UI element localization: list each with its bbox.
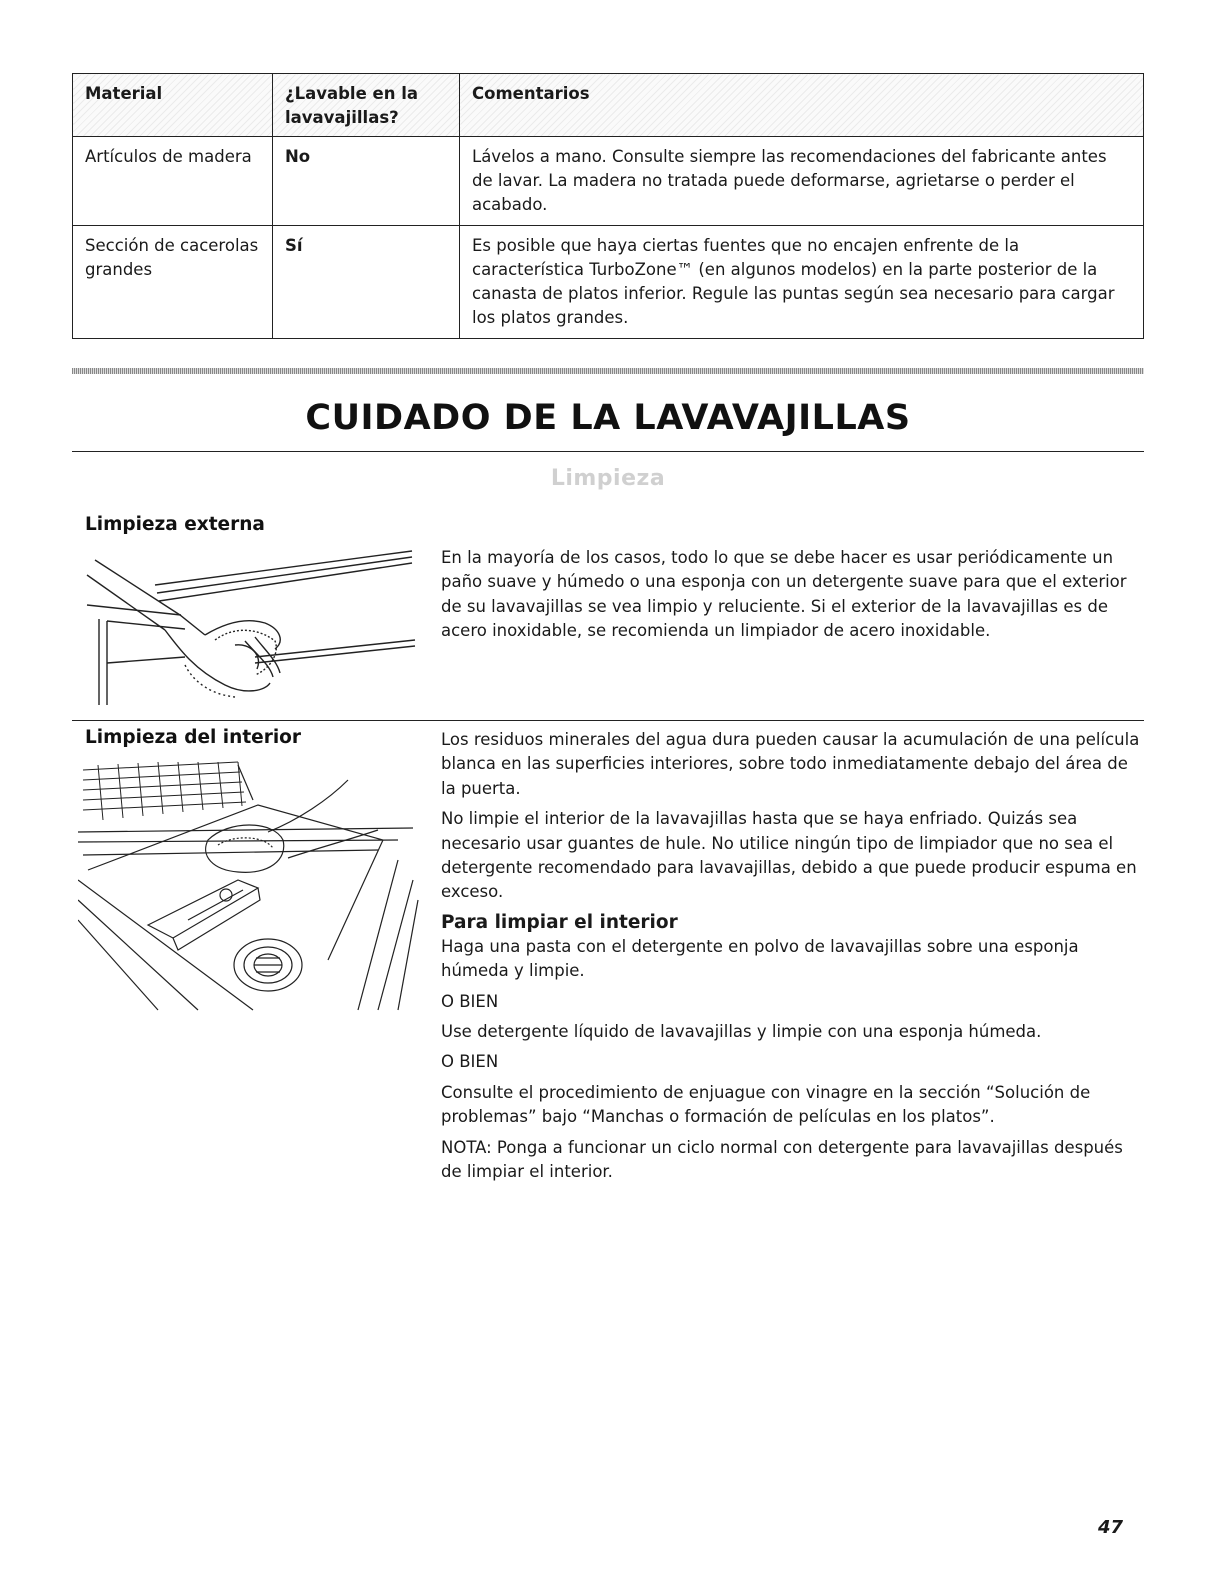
page-number: 47 bbox=[1098, 1517, 1124, 1538]
or-label-2: O BIEN bbox=[441, 1052, 499, 1072]
interior-paragraph-2: No limpie el interior de la lavavajillas hasta que se haya enfriado. Quizás sea necesario usar guantes de hule. No utilice ningún tipo de limpiador que no sea el detergente recomendado para lavavajillas, debido a que puede producir espuma en exceso. bbox=[441, 809, 1137, 902]
subsection-divider bbox=[72, 720, 1144, 721]
table-row bbox=[73, 226, 1144, 339]
interior-paragraph-4: Use detergente líquido de lavavajillas y limpie con una esponja húmeda. bbox=[441, 1022, 1042, 1042]
cell-comments: Es posible que haya ciertas fuentes que no encajen enfrente de la característica TurboZone™ (en algunos modelos) en la parte posterior de la canasta de platos inferior. Regule las puntas según sea necesario para cargar los platos grandes. bbox=[460, 226, 1144, 339]
materials-table bbox=[72, 73, 1144, 339]
cell-material: Sección de cacerolas grandes bbox=[73, 226, 273, 339]
interior-paragraph-5: Consulte el procedimiento de enjuague con vinagre en la sección “Solución de problemas” bajo “Manchas o formación de películas en los platos”. bbox=[441, 1082, 1091, 1127]
interior-paragraph-3: Haga una pasta con el detergente en polvo de lavavajillas sobre una esponja húmeda y limpie. bbox=[441, 936, 1079, 981]
interior-subheading: Para limpiar el interior bbox=[441, 911, 678, 933]
column-header-washable: ¿Lavable en la lavavajillas? bbox=[273, 74, 460, 137]
section-title: CUIDADO DE LA LAVAVAJILLAS bbox=[305, 398, 911, 438]
cell-washable: Sí bbox=[273, 226, 460, 339]
or-label-1: O BIEN bbox=[441, 991, 499, 1011]
cell-comments: Lávelos a mano. Consulte siempre las recomendaciones del fabricante antes de lavar. La madera no tratada puede deformarse, agrietarse o perder el acabado. bbox=[460, 137, 1144, 226]
cell-material: Artículos de madera bbox=[73, 137, 273, 226]
column-header-material: Material bbox=[73, 74, 273, 137]
external-cleaning-text: En la mayoría de los casos, todo lo que se debe hacer es usar periódicamente un paño suave y húmedo o una esponja con un detergente suave para que el exterior de su lavavajillas se vea limpio y reluciente. Si el exterior de la lavavajillas es de acero inoxidable, se recomienda un limpiador de acero inoxidable. bbox=[441, 548, 1127, 641]
interior-cleaning-illustration bbox=[78, 760, 423, 1015]
interior-cleaning-content bbox=[441, 728, 1141, 1191]
cell-washable: No bbox=[273, 137, 460, 226]
external-cleaning-heading: Limpieza externa bbox=[85, 514, 265, 535]
section-subtitle: Limpieza bbox=[550, 466, 666, 491]
column-header-comments: Comentarios bbox=[460, 74, 1144, 137]
interior-cleaning-heading: Limpieza del interior bbox=[85, 727, 302, 748]
table-header-row bbox=[73, 74, 1144, 137]
table-row bbox=[73, 137, 1144, 226]
section-band bbox=[72, 368, 1144, 374]
section-divider bbox=[72, 451, 1144, 452]
interior-paragraph-1: Los residuos minerales del agua dura pueden causar la acumulación de una película blanca en las superficies interiores, sobre todo inmediatamente debajo del área de la puerta. bbox=[441, 730, 1140, 798]
external-cleaning-illustration bbox=[85, 545, 420, 710]
interior-note: NOTA: Ponga a funcionar un ciclo normal con detergente para lavavajillas después de limpiar el interior. bbox=[441, 1137, 1123, 1182]
